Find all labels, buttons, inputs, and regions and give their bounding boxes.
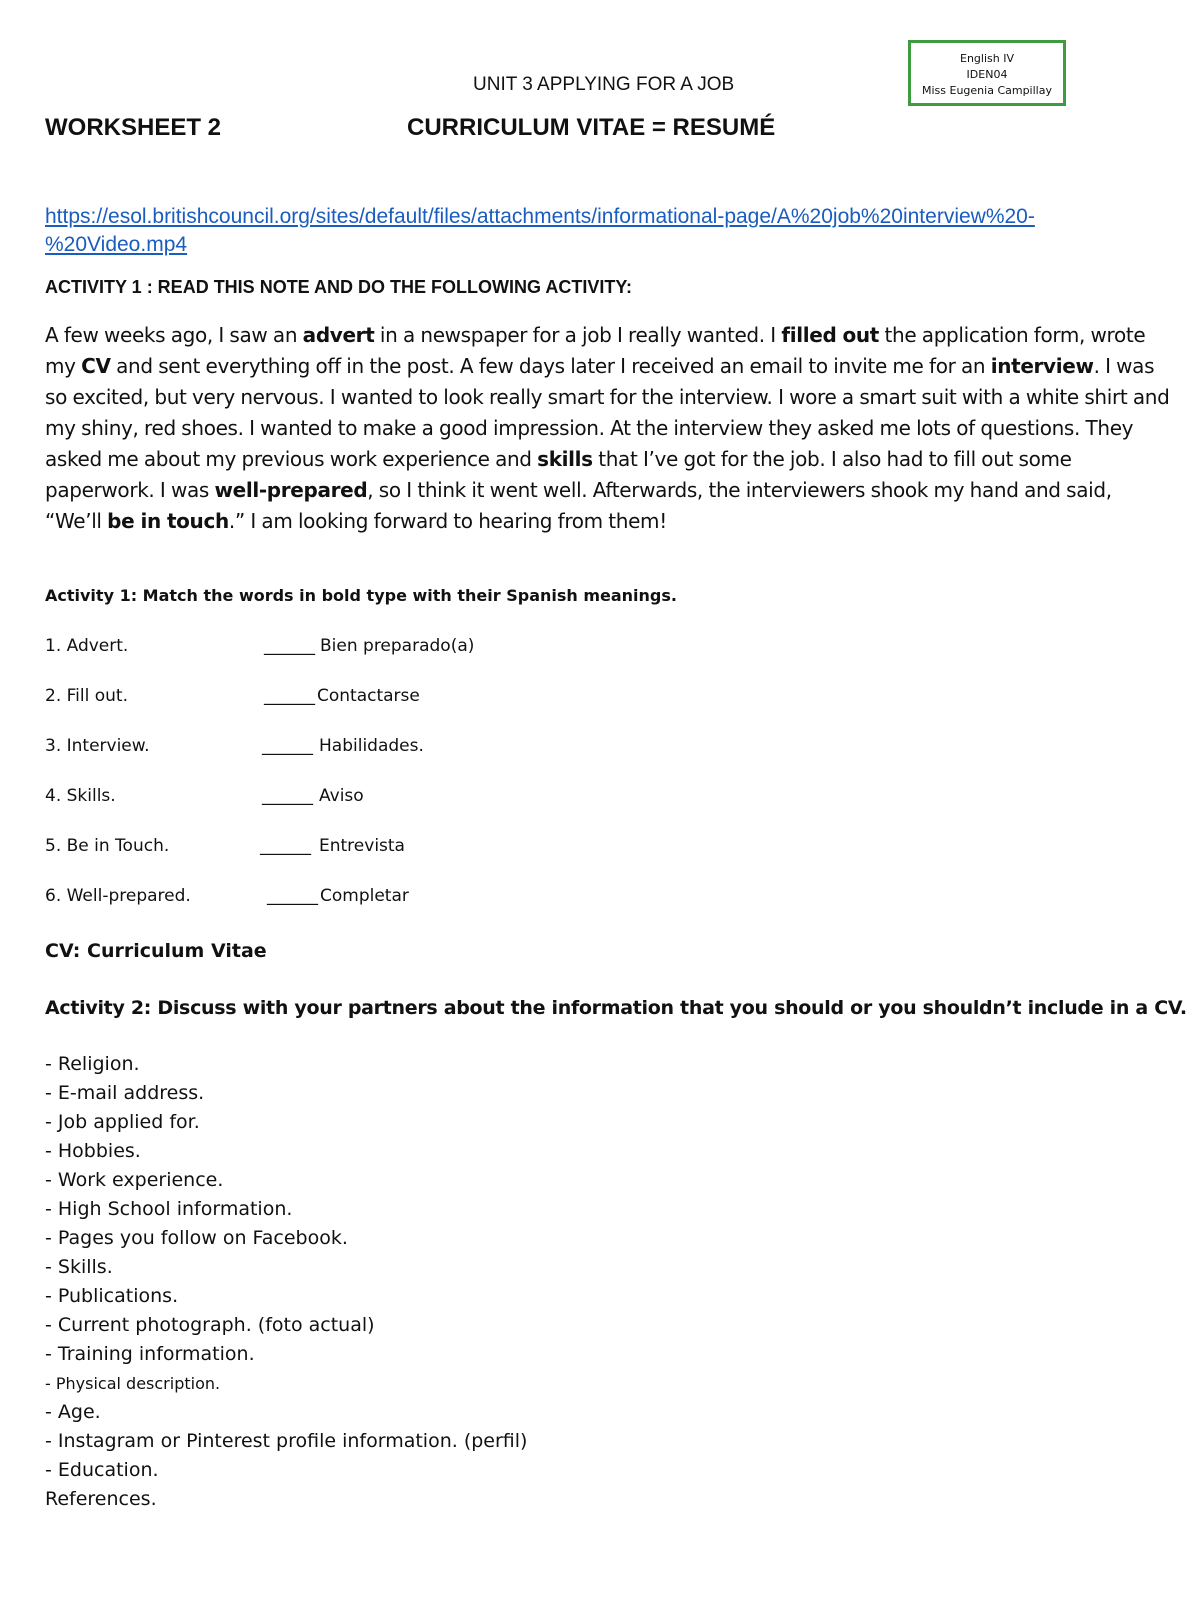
match-word: 6. Well-prepared. <box>45 886 191 906</box>
bold-word-interview: interview <box>990 354 1094 378</box>
list-item: - Age. <box>45 1401 101 1423</box>
match-row <box>45 786 645 816</box>
worksheet-title: WORKSHEET 2 <box>45 114 222 141</box>
bold-word-well-prepared: well-prepared <box>214 478 368 502</box>
list-item: References. <box>45 1488 157 1510</box>
match-word: 2. Fill out. <box>45 686 128 706</box>
match-meaning: Habilidades. <box>319 736 424 756</box>
match-row <box>45 886 645 916</box>
list-item: - Pages you follow on Facebook. <box>45 1227 348 1249</box>
bold-word-filled-out: filled out <box>781 323 880 347</box>
answer-blank[interactable]: ______ <box>260 836 311 856</box>
course-code: IDEN04 <box>966 68 1008 81</box>
answer-blank[interactable]: ______ <box>262 736 313 756</box>
unit-title: UNIT 3 APPLYING FOR A JOB <box>473 74 735 95</box>
list-item: - Hobbies. <box>45 1140 141 1162</box>
cv-label: CV: Curriculum Vitae <box>45 940 267 962</box>
match-word: 1. Advert. <box>45 636 129 656</box>
list-item: - Publications. <box>45 1285 179 1307</box>
match-meaning: Aviso <box>319 786 364 806</box>
list-item: - Instagram or Pinterest profile information. (perfil) <box>45 1430 528 1452</box>
match-word: 5. Be in Touch. <box>45 836 170 856</box>
answer-blank[interactable]: ______ <box>264 636 315 656</box>
cv-items-list <box>45 1050 527 1514</box>
match-row <box>45 836 645 866</box>
match-meaning: Contactarse <box>317 686 420 706</box>
list-item: - Job applied for. <box>45 1111 200 1133</box>
answer-blank[interactable]: ______ <box>264 686 315 706</box>
list-item: - Skills. <box>45 1256 113 1278</box>
list-item: - Physical description. <box>45 1374 221 1393</box>
activity-1-heading: ACTIVITY 1 : READ THIS NOTE AND DO THE FOLLOWING ACTIVITY: <box>45 277 632 297</box>
list-item: - Religion. <box>45 1053 140 1075</box>
page-title: CURRICULUM VITAE = RESUMÉ <box>407 114 776 141</box>
bold-word-skills: skills <box>537 447 593 471</box>
activity-2-heading: Activity 2: Discuss with your partners about the information that you should or you shouldn’t include in a CV. <box>45 997 1187 1019</box>
video-link[interactable]: https://esol.britishcouncil.org/sites/default/files/attachments/informational-page/A%20job%20interview%20-%20Video.mp4 <box>45 205 1035 256</box>
list-item: - High School information. <box>45 1198 293 1220</box>
teacher-name: Miss Eugenia Campillay <box>922 84 1052 97</box>
answer-blank[interactable]: ______ <box>267 886 318 906</box>
bold-word-advert: advert <box>302 323 375 347</box>
match-word: 3. Interview. <box>45 736 150 756</box>
match-meaning: Completar <box>320 886 409 906</box>
list-item: - Work experience. <box>45 1169 224 1191</box>
list-item: - Current photograph. (foto actual) <box>45 1314 375 1336</box>
list-item: - E-mail address. <box>45 1082 205 1104</box>
matching-heading: Activity 1: Match the words in bold type with their Spanish meanings. <box>45 586 677 605</box>
match-row <box>45 686 645 716</box>
bold-word-cv: CV <box>81 354 111 378</box>
match-row <box>45 636 645 666</box>
reading-note: A few weeks ago, I saw an advert in a newspaper for a job I really wanted. I filled out the application form, wrote my CV and sent everything off in the post. A few days later I received an email to invite me for an interview. I was so excited, but very nervous. I wanted to look really smart for the interview. I wore a smart suit with a white shirt and my shiny, red shoes. I wanted to make a good impression. At the interview they asked me lots of questions. They asked me about my previous work experience and skills that I’ve got for the job. I also had to fill out some paperwork. I was well-prepared, so I think it went well. Afterwards, the interviewers shook my hand and said, “We’ll be in touch.” I am looking forward to hearing from them! <box>45 323 1170 533</box>
bold-word-be-in-touch: be in touch <box>107 509 229 533</box>
match-row <box>45 736 645 766</box>
course-info-box <box>908 40 1066 106</box>
match-word: 4. Skills. <box>45 786 116 806</box>
match-meaning: Bien preparado(a) <box>320 636 475 656</box>
course-name: English IV <box>960 52 1014 65</box>
list-item: - Training information. <box>45 1343 255 1365</box>
match-meaning: Entrevista <box>319 836 405 856</box>
answer-blank[interactable]: ______ <box>262 786 313 806</box>
list-item: - Education. <box>45 1459 159 1481</box>
